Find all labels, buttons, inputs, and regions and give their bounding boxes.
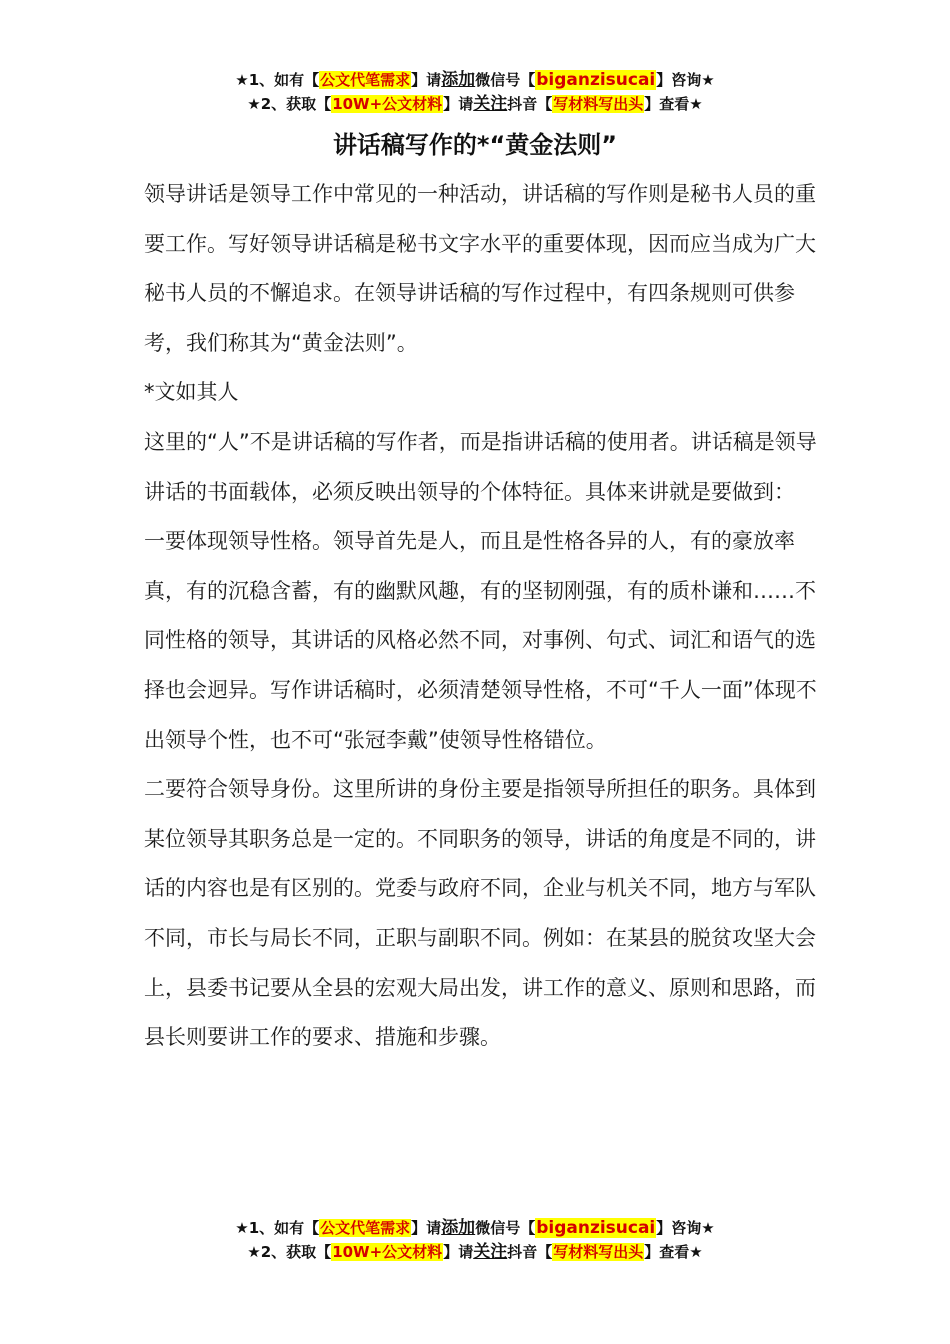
underlined-text: 添加 [441,70,476,90]
underlined-text: 关注 [473,1242,508,1262]
wechat-id: biganzisucai [536,70,656,90]
promo-line-1: ★1、如有【公文代笔需求】请添加微信号【biganzisucai】咨询★ [235,1218,715,1238]
wechat-id: biganzisucai [536,1218,656,1238]
section-heading: *文如其人 [144,380,239,405]
underlined-text: 关注 [473,94,508,114]
paragraph: 二要符合领导身份。这里所讲的身份主要是指领导所担任的职务。具体到某位领导其职务总是一定的。不同职务的领导，讲话的角度是不同的，讲话的内容也是有区别的。党委与政府不同，企业与机关不同，地方与军队不同，市长与局长不同，正职与副职不同。例如：在某县的脱贫攻坚大会上，县委书记要从全县的宏观大局出发，讲工作的意义、原则和思路，而县长则要讲工作的要求、措施和步骤。 [144,777,816,1050]
highlight-text: 10W+公文材料 [332,95,443,113]
paragraph-intro: 领导讲话是领导工作中常见的一种活动，讲话稿的写作则是秘书人员的重要工作。写好领导讲话稿是秘书文字水平的重要体现，因而应当成为广大秘书人员的不懈追求。在领导讲话稿的写作过程中，有四条规则可供参考，我们称其为“黄金法则”。 [144,182,816,355]
document-body [144,170,834,1063]
promo-line-2: ★2、获取【10W+公文材料】请关注抖音【写材料写出头】查看★ [247,94,703,114]
paragraph: 一要体现领导性格。领导首先是人，而且是性格各异的人，有的豪放率真，有的沉稳含蓄，有的幽默风趣，有的坚韧刚强，有的质朴谦和……不同性格的领导，其讲话的风格必然不同，对事例、句式、词汇和语气的选择也会迥异。写作讲话稿时，必须清楚领导性格，不可“千人一面”体现不出领导个性，也不可“张冠李戴”使领导性格错位。 [144,529,817,752]
highlight-text: 公文代笔需求 [320,1219,411,1237]
promo-line-2: ★2、获取【10W+公文材料】请关注抖音【写材料写出头】查看★ [247,1242,703,1262]
paragraph: 这里的“人”不是讲话稿的写作者，而是指讲话稿的使用者。讲话稿是领导讲话的书面载体，必须反映出领导的个体特征。具体来讲就是要做到： [144,429,817,504]
douyin-account: 写材料写出头 [553,1243,644,1261]
douyin-account: 写材料写出头 [553,95,644,113]
top-promo-banner [0,68,950,116]
promo-line-1: ★1、如有【公文代笔需求】请添加微信号【biganzisucai】咨询★ [235,70,715,90]
underlined-text: 添加 [441,1218,476,1238]
highlight-text: 10W+公文材料 [332,1243,443,1261]
document-title: 讲话稿写作的*“黄金法则” [332,131,618,159]
bottom-promo-banner [0,1216,950,1264]
highlight-text: 公文代笔需求 [320,71,411,89]
